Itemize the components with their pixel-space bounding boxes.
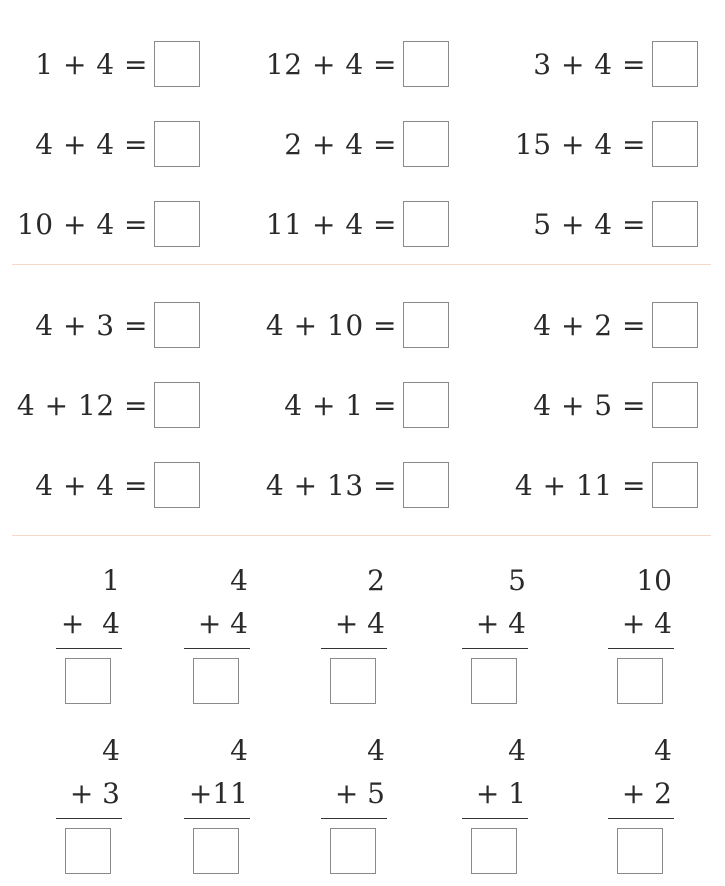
answer-box[interactable] (652, 382, 698, 428)
equation (498, 200, 698, 248)
bottom-operand: + 4 (60, 607, 120, 640)
answer-box[interactable] (154, 41, 200, 87)
answer-box[interactable] (403, 302, 449, 348)
sum-line (184, 818, 250, 819)
bottom-operand: +11 (188, 777, 248, 810)
equation-text: 4 + 4 = (35, 469, 148, 502)
top-operand: 2 (367, 564, 385, 597)
top-operand: 4 (654, 734, 672, 767)
equation-text: 2 + 4 = (284, 128, 397, 161)
sum-line (608, 648, 674, 649)
answer-box[interactable] (154, 382, 200, 428)
sum-line (56, 648, 122, 649)
bottom-operand: + 4 (621, 607, 672, 640)
answer-box[interactable] (193, 828, 239, 874)
equation-text: 11 + 4 = (265, 208, 397, 241)
sum-line (462, 818, 528, 819)
sum-line (321, 818, 387, 819)
vertical-problem (446, 565, 546, 715)
equation-text: 15 + 4 = (514, 128, 646, 161)
top-operand: 4 (230, 564, 248, 597)
bottom-operand: + 3 (69, 777, 120, 810)
bottom-operand: + 4 (334, 607, 385, 640)
answer-box[interactable] (403, 201, 449, 247)
answer-box[interactable] (154, 462, 200, 508)
equation-row (0, 200, 725, 248)
equation-row (0, 40, 725, 88)
sum-line (184, 648, 250, 649)
answer-box[interactable] (154, 201, 200, 247)
equation (498, 40, 698, 88)
equation-text: 4 + 11 = (514, 469, 646, 502)
equation-row (0, 381, 725, 429)
answer-box[interactable] (652, 41, 698, 87)
equation-text: 4 + 10 = (265, 309, 397, 342)
top-operand: 4 (230, 734, 248, 767)
equation (0, 40, 200, 88)
equation (498, 381, 698, 429)
equation (0, 461, 200, 509)
sum-line (608, 818, 674, 819)
sum-line (321, 648, 387, 649)
vertical-problem (592, 565, 692, 715)
equation-text: 4 + 4 = (35, 128, 148, 161)
equation (498, 301, 698, 349)
equation (249, 381, 449, 429)
equation-text: 4 + 13 = (265, 469, 397, 502)
equation (0, 200, 200, 248)
vertical-problem (168, 565, 268, 715)
top-operand: 4 (367, 734, 385, 767)
equation (249, 120, 449, 168)
top-operand: 1 (102, 564, 120, 597)
answer-box[interactable] (652, 462, 698, 508)
equation-text: 4 + 1 = (284, 389, 397, 422)
top-operand: 5 (508, 564, 526, 597)
equation-text: 12 + 4 = (265, 48, 397, 81)
equation-text: 10 + 4 = (16, 208, 148, 241)
answer-box[interactable] (652, 121, 698, 167)
top-operand: 4 (508, 734, 526, 767)
answer-box[interactable] (617, 658, 663, 704)
equation (0, 381, 200, 429)
equation-text: 4 + 2 = (533, 309, 646, 342)
equation (0, 301, 200, 349)
answer-box[interactable] (65, 658, 111, 704)
answer-box[interactable] (403, 121, 449, 167)
answer-box[interactable] (154, 121, 200, 167)
equation-text: 4 + 5 = (533, 389, 646, 422)
bottom-operand: + 2 (621, 777, 672, 810)
equation-row (0, 461, 725, 509)
equation (249, 301, 449, 349)
section-divider (12, 264, 711, 265)
answer-box[interactable] (403, 41, 449, 87)
vertical-problem (168, 735, 268, 885)
answer-box[interactable] (471, 828, 517, 874)
answer-box[interactable] (193, 658, 239, 704)
answer-box[interactable] (65, 828, 111, 874)
vertical-problem (592, 735, 692, 885)
equation (249, 40, 449, 88)
bottom-operand: + 4 (475, 607, 526, 640)
equation-row (0, 301, 725, 349)
answer-box[interactable] (330, 828, 376, 874)
equation (0, 120, 200, 168)
answer-box[interactable] (617, 828, 663, 874)
answer-box[interactable] (403, 462, 449, 508)
equation-text: 4 + 3 = (35, 309, 148, 342)
answer-box[interactable] (652, 201, 698, 247)
sum-line (56, 818, 122, 819)
answer-box[interactable] (471, 658, 517, 704)
answer-box[interactable] (330, 658, 376, 704)
equation (498, 461, 698, 509)
equation (498, 120, 698, 168)
vertical-problem (40, 565, 140, 715)
vertical-problem (305, 565, 405, 715)
bottom-operand: + 1 (475, 777, 526, 810)
equation-row (0, 120, 725, 168)
equation-text: 1 + 4 = (35, 48, 148, 81)
section-divider (12, 535, 711, 536)
sum-line (462, 648, 528, 649)
answer-box[interactable] (652, 302, 698, 348)
answer-box[interactable] (154, 302, 200, 348)
vertical-problem (40, 735, 140, 885)
top-operand: 10 (636, 564, 672, 597)
answer-box[interactable] (403, 382, 449, 428)
equation-text: 4 + 12 = (16, 389, 148, 422)
equation (249, 200, 449, 248)
bottom-operand: + 4 (197, 607, 248, 640)
equation-text: 5 + 4 = (533, 208, 646, 241)
equation-text: 3 + 4 = (533, 48, 646, 81)
vertical-problem (305, 735, 405, 885)
equation (249, 461, 449, 509)
top-operand: 4 (102, 734, 120, 767)
vertical-problem (446, 735, 546, 885)
bottom-operand: + 5 (334, 777, 385, 810)
